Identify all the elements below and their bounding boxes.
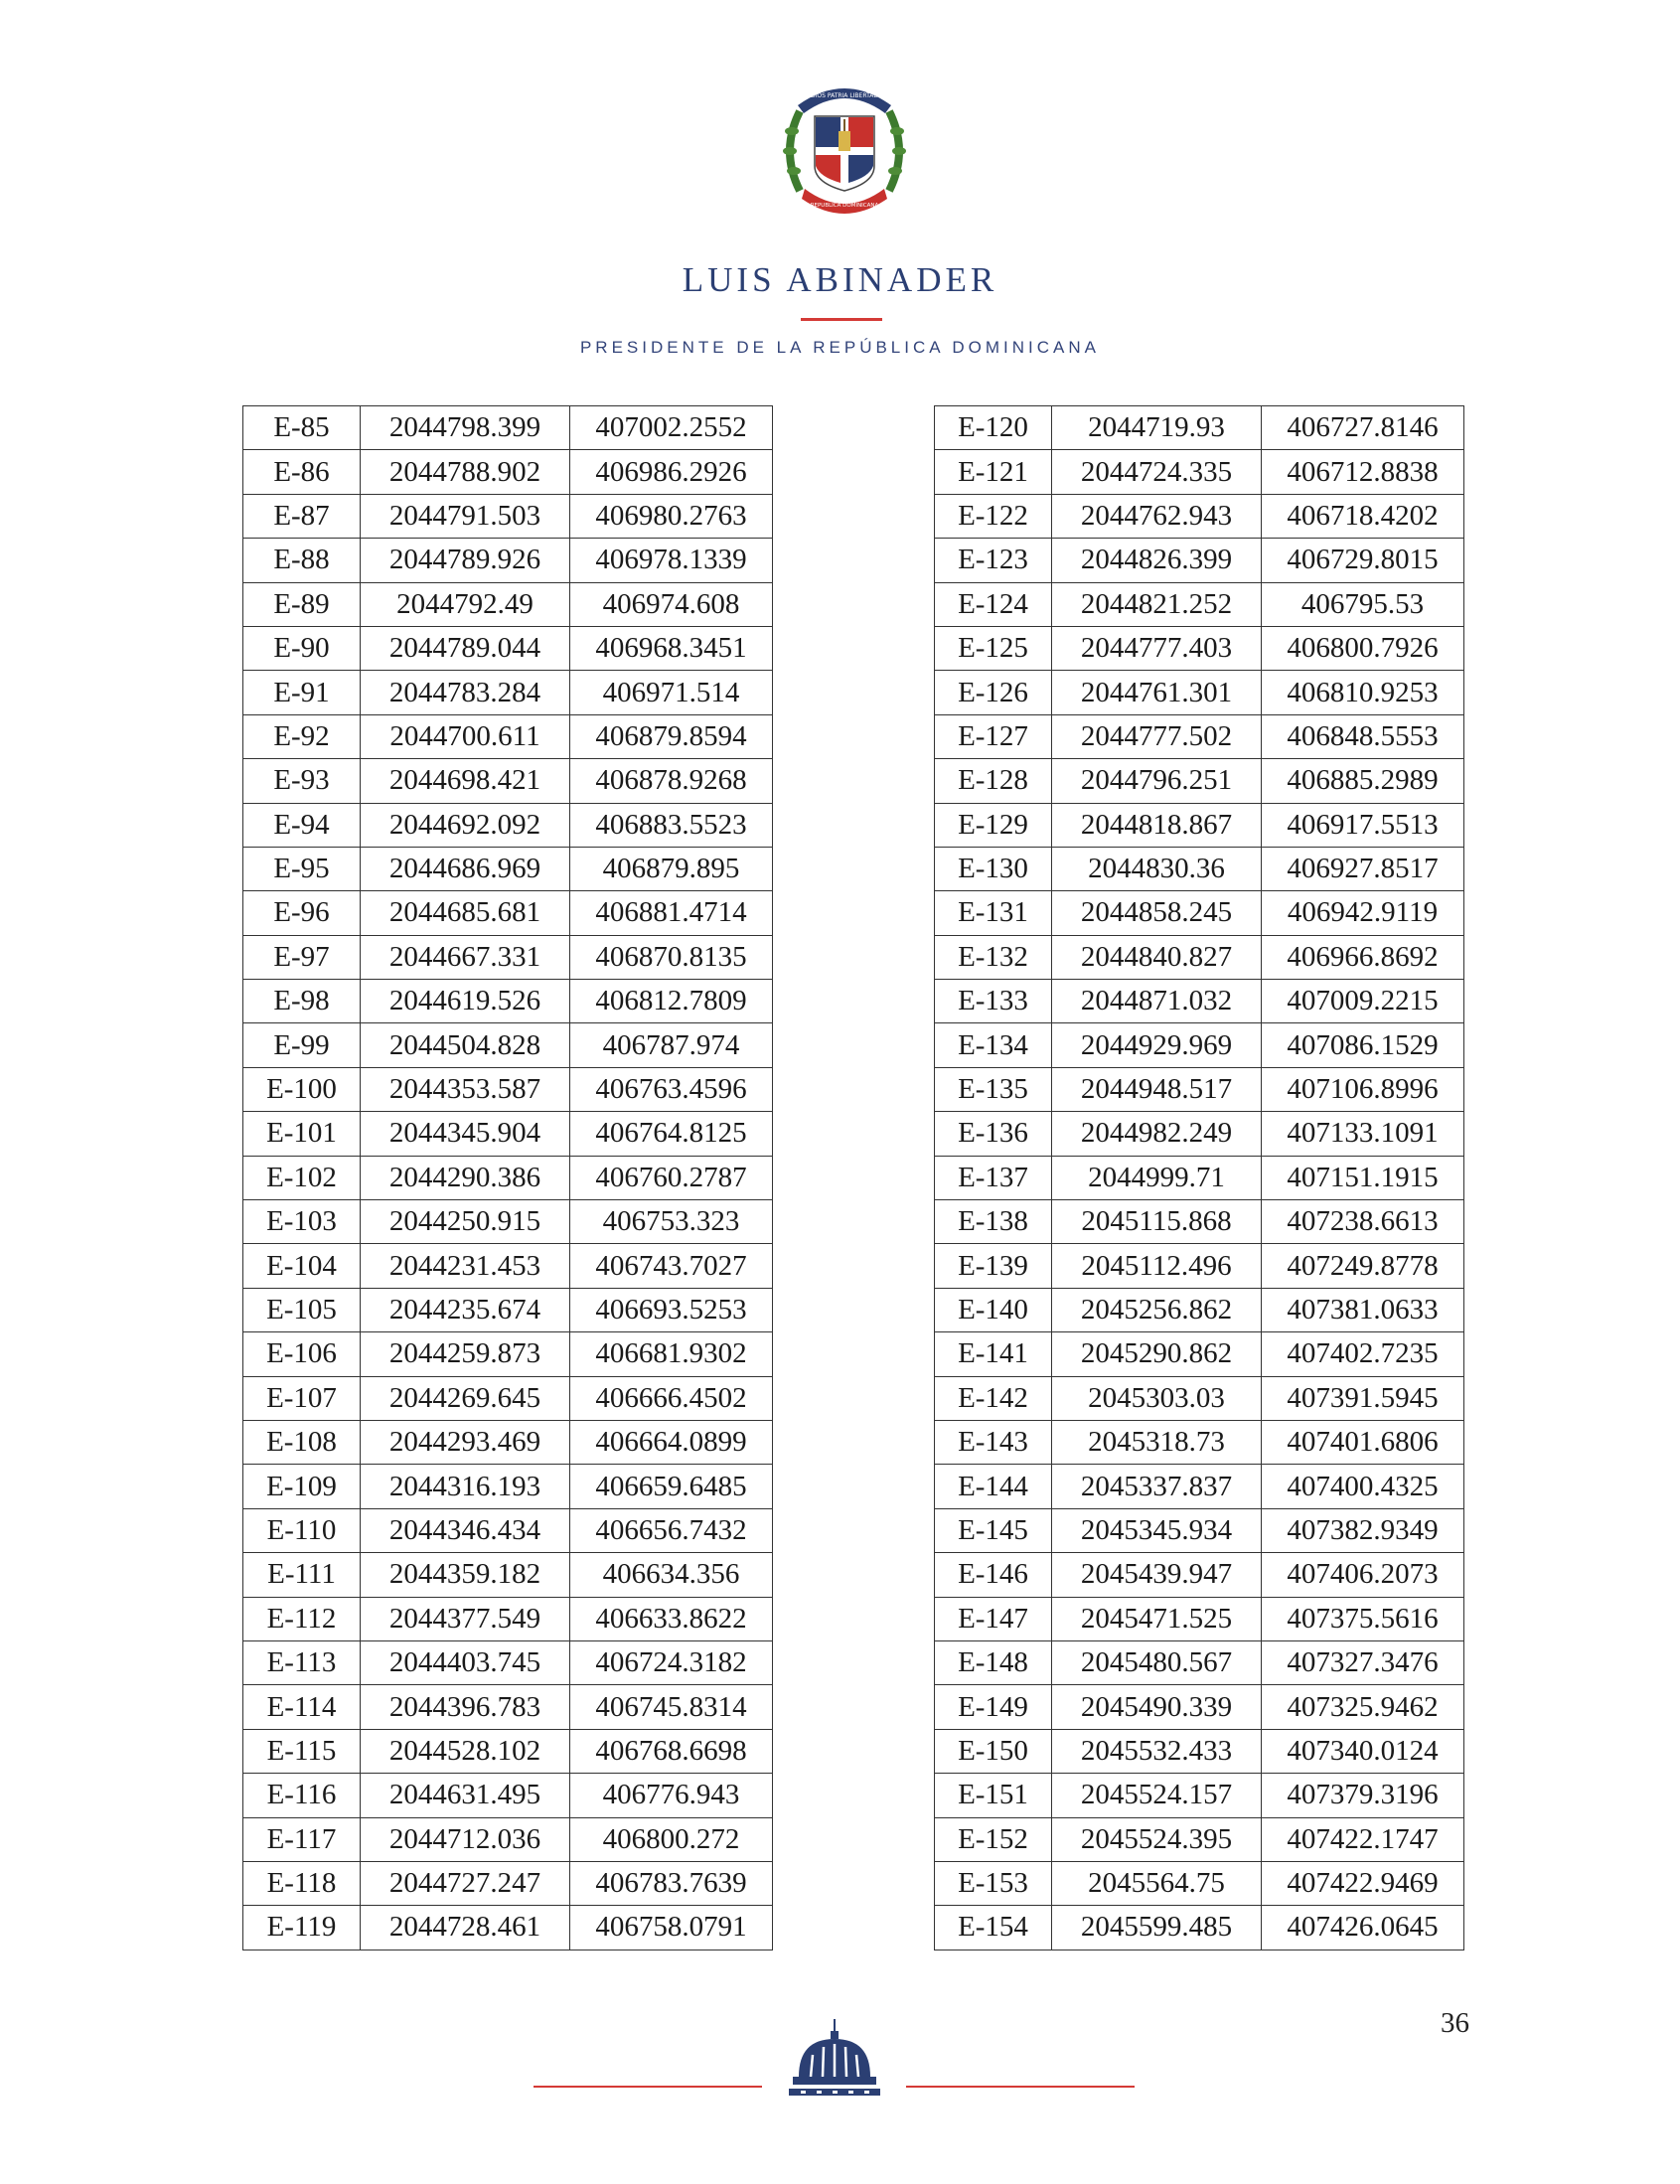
table-row — [243, 1156, 773, 1199]
point-id-cell: E-130 — [935, 847, 1052, 890]
table-row — [243, 1774, 773, 1817]
table-row — [243, 1200, 773, 1244]
point-id-cell: E-108 — [243, 1420, 361, 1464]
point-id-cell: E-125 — [935, 626, 1052, 670]
easting-cell: 406666.4502 — [570, 1376, 773, 1420]
point-id-cell: E-93 — [243, 759, 361, 803]
point-id-cell: E-145 — [935, 1508, 1052, 1552]
point-id-cell: E-120 — [935, 406, 1052, 450]
northing-cell: 2044821.252 — [1052, 582, 1262, 626]
table-row — [935, 1420, 1464, 1464]
easting-cell: 407375.5616 — [1262, 1597, 1464, 1640]
emblem-motto: DIOS PATRIA LIBERTAD — [811, 92, 878, 99]
northing-cell: 2044316.193 — [361, 1465, 570, 1508]
northing-cell: 2044830.36 — [1052, 847, 1262, 890]
northing-cell: 2045112.496 — [1052, 1244, 1262, 1288]
northing-cell: 2044999.71 — [1052, 1156, 1262, 1199]
point-id-cell: E-148 — [935, 1640, 1052, 1684]
table-row — [935, 450, 1464, 494]
easting-cell: 407249.8778 — [1262, 1244, 1464, 1288]
point-id-cell: E-96 — [243, 891, 361, 935]
northing-cell: 2045524.157 — [1052, 1774, 1262, 1817]
table-row — [935, 1067, 1464, 1111]
northing-cell: 2044789.926 — [361, 539, 570, 582]
point-id-cell: E-124 — [935, 582, 1052, 626]
table-row — [935, 803, 1464, 847]
point-id-cell: E-85 — [243, 406, 361, 450]
table-row — [935, 714, 1464, 758]
easting-cell: 407426.0645 — [1262, 1906, 1464, 1950]
table-row — [243, 714, 773, 758]
point-id-cell: E-139 — [935, 1244, 1052, 1288]
table-row — [243, 1817, 773, 1861]
easting-cell: 407325.9462 — [1262, 1685, 1464, 1729]
northing-cell: 2044698.421 — [361, 759, 570, 803]
northing-cell: 2044982.249 — [1052, 1112, 1262, 1156]
easting-cell: 406745.8314 — [570, 1685, 773, 1729]
northing-cell: 2044788.902 — [361, 450, 570, 494]
point-id-cell: E-135 — [935, 1067, 1052, 1111]
northing-cell: 2045564.75 — [1052, 1861, 1262, 1905]
easting-cell: 406783.7639 — [570, 1861, 773, 1905]
easting-cell: 407382.9349 — [1262, 1508, 1464, 1552]
point-id-cell: E-106 — [243, 1332, 361, 1376]
point-id-cell: E-118 — [243, 1861, 361, 1905]
page-number: 36 — [1441, 2007, 1469, 2039]
table-row — [935, 1156, 1464, 1199]
table-row — [935, 980, 1464, 1023]
easting-cell: 406763.4596 — [570, 1067, 773, 1111]
table-row — [243, 1112, 773, 1156]
northing-cell: 2044528.102 — [361, 1729, 570, 1773]
table-row — [243, 759, 773, 803]
easting-cell: 407151.1915 — [1262, 1156, 1464, 1199]
table-row — [935, 582, 1464, 626]
point-id-cell: E-153 — [935, 1861, 1052, 1905]
table-row — [243, 1332, 773, 1376]
easting-cell: 407009.2215 — [1262, 980, 1464, 1023]
table-row — [243, 935, 773, 979]
table-row — [935, 847, 1464, 890]
point-id-cell: E-105 — [243, 1288, 361, 1331]
coordinates-table-right-body — [935, 406, 1464, 1950]
easting-cell: 406656.7432 — [570, 1508, 773, 1552]
northing-cell: 2045439.947 — [1052, 1553, 1262, 1597]
point-id-cell: E-154 — [935, 1906, 1052, 1950]
easting-cell: 406879.895 — [570, 847, 773, 890]
easting-cell: 406729.8015 — [1262, 539, 1464, 582]
point-id-cell: E-91 — [243, 671, 361, 714]
table-row — [935, 1906, 1464, 1950]
point-id-cell: E-141 — [935, 1332, 1052, 1376]
northing-cell: 2045290.862 — [1052, 1332, 1262, 1376]
emblem-ribbon: REPUBLICA DOMINICANA — [810, 203, 879, 209]
easting-cell: 406848.5553 — [1262, 714, 1464, 758]
point-id-cell: E-116 — [243, 1774, 361, 1817]
easting-cell: 406718.4202 — [1262, 494, 1464, 538]
point-id-cell: E-112 — [243, 1597, 361, 1640]
point-id-cell: E-103 — [243, 1200, 361, 1244]
table-row — [243, 1729, 773, 1773]
table-row — [935, 406, 1464, 450]
northing-cell: 2045471.525 — [1052, 1597, 1262, 1640]
footer-line-left — [534, 2086, 762, 2088]
point-id-cell: E-115 — [243, 1729, 361, 1773]
title-divider — [801, 318, 882, 321]
easting-cell: 407379.3196 — [1262, 1774, 1464, 1817]
coordinates-table-left-body — [243, 406, 773, 1950]
point-id-cell: E-117 — [243, 1817, 361, 1861]
table-row — [243, 1067, 773, 1111]
easting-cell: 406971.514 — [570, 671, 773, 714]
easting-cell: 406659.6485 — [570, 1465, 773, 1508]
easting-cell: 406743.7027 — [570, 1244, 773, 1288]
easting-cell: 407381.0633 — [1262, 1288, 1464, 1331]
point-id-cell: E-132 — [935, 935, 1052, 979]
table-row — [243, 494, 773, 538]
coat-of-arms-icon — [770, 72, 919, 221]
easting-cell: 406881.4714 — [570, 891, 773, 935]
table-row — [243, 891, 773, 935]
table-row — [243, 803, 773, 847]
table-row — [243, 406, 773, 450]
table-row — [935, 1597, 1464, 1640]
point-id-cell: E-122 — [935, 494, 1052, 538]
table-row — [935, 539, 1464, 582]
table-row — [935, 1244, 1464, 1288]
table-row — [935, 494, 1464, 538]
easting-cell: 407422.1747 — [1262, 1817, 1464, 1861]
table-row — [243, 1244, 773, 1288]
easting-cell: 407106.8996 — [1262, 1067, 1464, 1111]
easting-cell: 406787.974 — [570, 1023, 773, 1067]
point-id-cell: E-87 — [243, 494, 361, 538]
northing-cell: 2045599.485 — [1052, 1906, 1262, 1950]
easting-cell: 406885.2989 — [1262, 759, 1464, 803]
table-row — [935, 1861, 1464, 1905]
easting-cell: 406878.9268 — [570, 759, 773, 803]
point-id-cell: E-104 — [243, 1244, 361, 1288]
table-row — [243, 1640, 773, 1684]
northing-cell: 2044761.301 — [1052, 671, 1262, 714]
point-id-cell: E-144 — [935, 1465, 1052, 1508]
point-id-cell: E-100 — [243, 1067, 361, 1111]
easting-cell: 406968.3451 — [570, 626, 773, 670]
point-id-cell: E-119 — [243, 1906, 361, 1950]
northing-cell: 2044858.245 — [1052, 891, 1262, 935]
point-id-cell: E-111 — [243, 1553, 361, 1597]
point-id-cell: E-94 — [243, 803, 361, 847]
table-row — [243, 1861, 773, 1905]
easting-cell: 406879.8594 — [570, 714, 773, 758]
northing-cell: 2045115.868 — [1052, 1200, 1262, 1244]
easting-cell: 406810.9253 — [1262, 671, 1464, 714]
point-id-cell: E-98 — [243, 980, 361, 1023]
northing-cell: 2044798.399 — [361, 406, 570, 450]
point-id-cell: E-102 — [243, 1156, 361, 1199]
easting-cell: 406980.2763 — [570, 494, 773, 538]
table-row — [935, 1685, 1464, 1729]
point-id-cell: E-142 — [935, 1376, 1052, 1420]
point-id-cell: E-127 — [935, 714, 1052, 758]
table-row — [243, 671, 773, 714]
easting-cell: 407406.2073 — [1262, 1553, 1464, 1597]
table-row — [935, 935, 1464, 979]
point-id-cell: E-134 — [935, 1023, 1052, 1067]
easting-cell: 406727.8146 — [1262, 406, 1464, 450]
point-id-cell: E-86 — [243, 450, 361, 494]
table-row — [935, 1729, 1464, 1773]
northing-cell: 2044777.502 — [1052, 714, 1262, 758]
table-row — [243, 450, 773, 494]
northing-cell: 2044727.247 — [361, 1861, 570, 1905]
northing-cell: 2044377.549 — [361, 1597, 570, 1640]
easting-cell: 406927.8517 — [1262, 847, 1464, 890]
northing-cell: 2044700.611 — [361, 714, 570, 758]
table-row — [935, 671, 1464, 714]
easting-cell: 407391.5945 — [1262, 1376, 1464, 1420]
table-row — [243, 1288, 773, 1331]
easting-cell: 407340.0124 — [1262, 1729, 1464, 1773]
easting-cell: 406664.0899 — [570, 1420, 773, 1464]
easting-cell: 406800.7926 — [1262, 626, 1464, 670]
point-id-cell: E-114 — [243, 1685, 361, 1729]
table-row — [243, 1465, 773, 1508]
easting-cell: 406712.8838 — [1262, 450, 1464, 494]
northing-cell: 2045337.837 — [1052, 1465, 1262, 1508]
northing-cell: 2045303.03 — [1052, 1376, 1262, 1420]
table-row — [243, 1553, 773, 1597]
page-title: LUIS ABINADER — [682, 260, 998, 299]
table-row — [243, 1420, 773, 1464]
point-id-cell: E-107 — [243, 1376, 361, 1420]
northing-cell: 2044818.867 — [1052, 803, 1262, 847]
northing-cell: 2045490.339 — [1052, 1685, 1262, 1729]
easting-cell: 406942.9119 — [1262, 891, 1464, 935]
table-row — [935, 1508, 1464, 1552]
point-id-cell: E-89 — [243, 582, 361, 626]
point-id-cell: E-140 — [935, 1288, 1052, 1331]
easting-cell: 407402.7235 — [1262, 1332, 1464, 1376]
table-row — [243, 1023, 773, 1067]
table-row — [935, 1553, 1464, 1597]
easting-cell: 406917.5513 — [1262, 803, 1464, 847]
point-id-cell: E-146 — [935, 1553, 1052, 1597]
northing-cell: 2044396.783 — [361, 1685, 570, 1729]
point-id-cell: E-152 — [935, 1817, 1052, 1861]
table-row — [935, 1200, 1464, 1244]
point-id-cell: E-109 — [243, 1465, 361, 1508]
easting-cell: 407400.4325 — [1262, 1465, 1464, 1508]
easting-cell: 406986.2926 — [570, 450, 773, 494]
point-id-cell: E-128 — [935, 759, 1052, 803]
northing-cell: 2044724.335 — [1052, 450, 1262, 494]
table-row — [243, 1376, 773, 1420]
northing-cell: 2044403.745 — [361, 1640, 570, 1684]
easting-cell: 406724.3182 — [570, 1640, 773, 1684]
table-row — [243, 847, 773, 890]
northing-cell: 2044712.036 — [361, 1817, 570, 1861]
northing-cell: 2044762.943 — [1052, 494, 1262, 538]
northing-cell: 2044259.873 — [361, 1332, 570, 1376]
table-row — [243, 626, 773, 670]
coordinates-table-right — [934, 405, 1464, 1950]
northing-cell: 2044692.092 — [361, 803, 570, 847]
northing-cell: 2044250.915 — [361, 1200, 570, 1244]
northing-cell: 2044686.969 — [361, 847, 570, 890]
point-id-cell: E-150 — [935, 1729, 1052, 1773]
footer-line-right — [906, 2086, 1135, 2088]
northing-cell: 2044631.495 — [361, 1774, 570, 1817]
easting-cell: 406693.5253 — [570, 1288, 773, 1331]
northing-cell: 2044235.674 — [361, 1288, 570, 1331]
point-id-cell: E-147 — [935, 1597, 1052, 1640]
point-id-cell: E-113 — [243, 1640, 361, 1684]
table-row — [243, 1597, 773, 1640]
easting-cell: 406764.8125 — [570, 1112, 773, 1156]
easting-cell: 406812.7809 — [570, 980, 773, 1023]
northing-cell: 2044231.453 — [361, 1244, 570, 1288]
point-id-cell: E-92 — [243, 714, 361, 758]
northing-cell: 2045524.395 — [1052, 1817, 1262, 1861]
table-row — [935, 1465, 1464, 1508]
point-id-cell: E-143 — [935, 1420, 1052, 1464]
northing-cell: 2044359.182 — [361, 1553, 570, 1597]
easting-cell: 406776.943 — [570, 1774, 773, 1817]
northing-cell: 2045480.567 — [1052, 1640, 1262, 1684]
easting-cell: 406768.6698 — [570, 1729, 773, 1773]
table-row — [243, 539, 773, 582]
easting-cell: 406883.5523 — [570, 803, 773, 847]
table-row — [935, 1332, 1464, 1376]
table-row — [935, 1288, 1464, 1331]
northing-cell: 2044353.587 — [361, 1067, 570, 1111]
easting-cell: 406633.8622 — [570, 1597, 773, 1640]
point-id-cell: E-101 — [243, 1112, 361, 1156]
easting-cell: 407133.1091 — [1262, 1112, 1464, 1156]
easting-cell: 407002.2552 — [570, 406, 773, 450]
easting-cell: 407327.3476 — [1262, 1640, 1464, 1684]
northing-cell: 2044345.904 — [361, 1112, 570, 1156]
table-row — [935, 1817, 1464, 1861]
northing-cell: 2045318.73 — [1052, 1420, 1262, 1464]
easting-cell: 407238.6613 — [1262, 1200, 1464, 1244]
point-id-cell: E-133 — [935, 980, 1052, 1023]
table-row — [935, 626, 1464, 670]
northing-cell: 2044929.969 — [1052, 1023, 1262, 1067]
point-id-cell: E-138 — [935, 1200, 1052, 1244]
northing-cell: 2044871.032 — [1052, 980, 1262, 1023]
easting-cell: 406681.9302 — [570, 1332, 773, 1376]
northing-cell: 2044728.461 — [361, 1906, 570, 1950]
easting-cell: 407401.6806 — [1262, 1420, 1464, 1464]
northing-cell: 2045532.433 — [1052, 1729, 1262, 1773]
easting-cell: 406634.356 — [570, 1553, 773, 1597]
easting-cell: 406795.53 — [1262, 582, 1464, 626]
easting-cell: 407422.9469 — [1262, 1861, 1464, 1905]
table-row — [935, 1376, 1464, 1420]
point-id-cell: E-99 — [243, 1023, 361, 1067]
easting-cell: 406758.0791 — [570, 1906, 773, 1950]
table-row — [243, 582, 773, 626]
point-id-cell: E-88 — [243, 539, 361, 582]
easting-cell: 406966.8692 — [1262, 935, 1464, 979]
northing-cell: 2044948.517 — [1052, 1067, 1262, 1111]
point-id-cell: E-110 — [243, 1508, 361, 1552]
easting-cell: 406974.608 — [570, 582, 773, 626]
table-row — [935, 1112, 1464, 1156]
table-row — [935, 1774, 1464, 1817]
point-id-cell: E-151 — [935, 1774, 1052, 1817]
easting-cell: 406753.323 — [570, 1200, 773, 1244]
point-id-cell: E-90 — [243, 626, 361, 670]
table-row — [935, 759, 1464, 803]
northing-cell: 2044290.386 — [361, 1156, 570, 1199]
table-row — [243, 1685, 773, 1729]
northing-cell: 2044796.251 — [1052, 759, 1262, 803]
point-id-cell: E-123 — [935, 539, 1052, 582]
easting-cell: 406870.8135 — [570, 935, 773, 979]
point-id-cell: E-136 — [935, 1112, 1052, 1156]
northing-cell: 2044777.403 — [1052, 626, 1262, 670]
northing-cell: 2045256.862 — [1052, 1288, 1262, 1331]
northing-cell: 2044792.49 — [361, 582, 570, 626]
northing-cell: 2044269.645 — [361, 1376, 570, 1420]
point-id-cell: E-149 — [935, 1685, 1052, 1729]
table-row — [243, 1508, 773, 1552]
easting-cell: 406760.2787 — [570, 1156, 773, 1199]
point-id-cell: E-126 — [935, 671, 1052, 714]
table-row — [243, 980, 773, 1023]
northing-cell: 2044783.284 — [361, 671, 570, 714]
northing-cell: 2044719.93 — [1052, 406, 1262, 450]
point-id-cell: E-137 — [935, 1156, 1052, 1199]
northing-cell: 2044791.503 — [361, 494, 570, 538]
easting-cell: 406800.272 — [570, 1817, 773, 1861]
table-row — [935, 1640, 1464, 1684]
point-id-cell: E-129 — [935, 803, 1052, 847]
point-id-cell: E-97 — [243, 935, 361, 979]
coordinates-table-left — [242, 405, 773, 1950]
point-id-cell: E-95 — [243, 847, 361, 890]
northing-cell: 2044667.331 — [361, 935, 570, 979]
northing-cell: 2044504.828 — [361, 1023, 570, 1067]
northing-cell: 2044346.434 — [361, 1508, 570, 1552]
northing-cell: 2044789.044 — [361, 626, 570, 670]
point-id-cell: E-121 — [935, 450, 1052, 494]
easting-cell: 407086.1529 — [1262, 1023, 1464, 1067]
northing-cell: 2044619.526 — [361, 980, 570, 1023]
northing-cell: 2044293.469 — [361, 1420, 570, 1464]
table-row — [935, 891, 1464, 935]
table-row — [243, 1906, 773, 1950]
easting-cell: 406978.1339 — [570, 539, 773, 582]
northing-cell: 2044826.399 — [1052, 539, 1262, 582]
page-subtitle: PRESIDENTE DE LA REPÚBLICA DOMINICANA — [579, 338, 1101, 357]
northing-cell: 2044685.681 — [361, 891, 570, 935]
northing-cell: 2044840.827 — [1052, 935, 1262, 979]
palace-dome-icon — [787, 2017, 882, 2105]
northing-cell: 2045345.934 — [1052, 1508, 1262, 1552]
table-row — [935, 1023, 1464, 1067]
point-id-cell: E-131 — [935, 891, 1052, 935]
